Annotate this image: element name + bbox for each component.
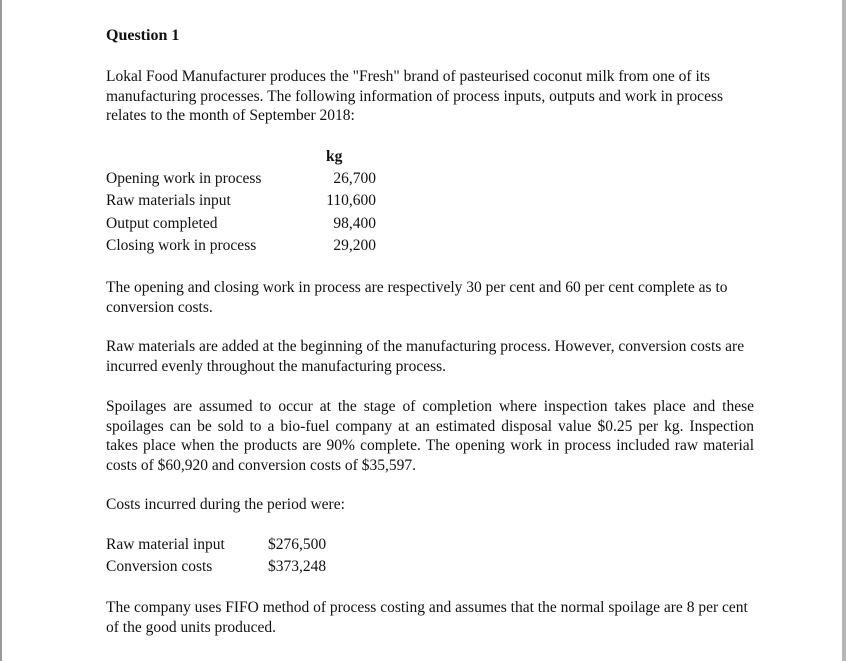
kg-row [106, 237, 376, 259]
completion-paragraph: The opening and closing work in process are respectively 30 per cent and 60 per cent complete as to conversion costs. [106, 279, 728, 316]
kg-row-value: 110,600 [326, 192, 376, 209]
kg-row [106, 170, 376, 192]
fifo-paragraph: The company uses FIFO method of process costing and assumes that the normal spoilage are 8 per cent of the good units produced. [106, 599, 748, 636]
materials-paragraph: Raw materials are added at the beginning of the manufacturing process. However, conversion costs are incurred evenly throughout the manufacturing process. [106, 338, 745, 375]
kg-row-value: 98,400 [333, 215, 376, 232]
kg-row-label: Opening work in process [106, 170, 262, 187]
kg-row-value: 29,200 [333, 237, 376, 254]
right-scrollbar-edge [842, 0, 846, 661]
kg-row [106, 192, 376, 214]
question-title: Question 1 [106, 27, 180, 44]
costs-intro-paragraph: Costs incurred during the period were: [106, 496, 345, 513]
left-border [0, 0, 2, 661]
kg-row-label: Raw materials input [106, 192, 231, 209]
kg-row-label: Output completed [106, 215, 218, 232]
kg-row [106, 215, 376, 237]
kg-row-label: Closing work in process [106, 237, 257, 254]
cost-row-value: $373,248 [268, 558, 327, 575]
spoilage-paragraph: Spoilages are assumed to occur at the stage of completion where inspection takes place and these spoilages can be sold to a bio-fuel company at an estimated disposal value $0.25 per kg. Inspection takes place when the products are 90% complete. The opening work in process included raw material costs of $60,920 and conversion costs of $35,597. [106, 398, 754, 474]
cost-row [106, 536, 346, 558]
cost-row-value: $276,500 [268, 536, 327, 553]
cost-row [106, 558, 346, 580]
cost-row-label: Conversion costs [106, 558, 213, 575]
kg-row-value: 26,700 [333, 170, 376, 187]
kg-unit-header: kg [326, 148, 343, 165]
cost-row-label: Raw material input [106, 536, 225, 553]
intro-paragraph: Lokal Food Manufacturer produces the "Fresh" brand of pasteurised coconut milk from one of its manufacturing processes. The following information of process inputs, outputs and work in process relates to the month of September 2018: [106, 68, 724, 124]
